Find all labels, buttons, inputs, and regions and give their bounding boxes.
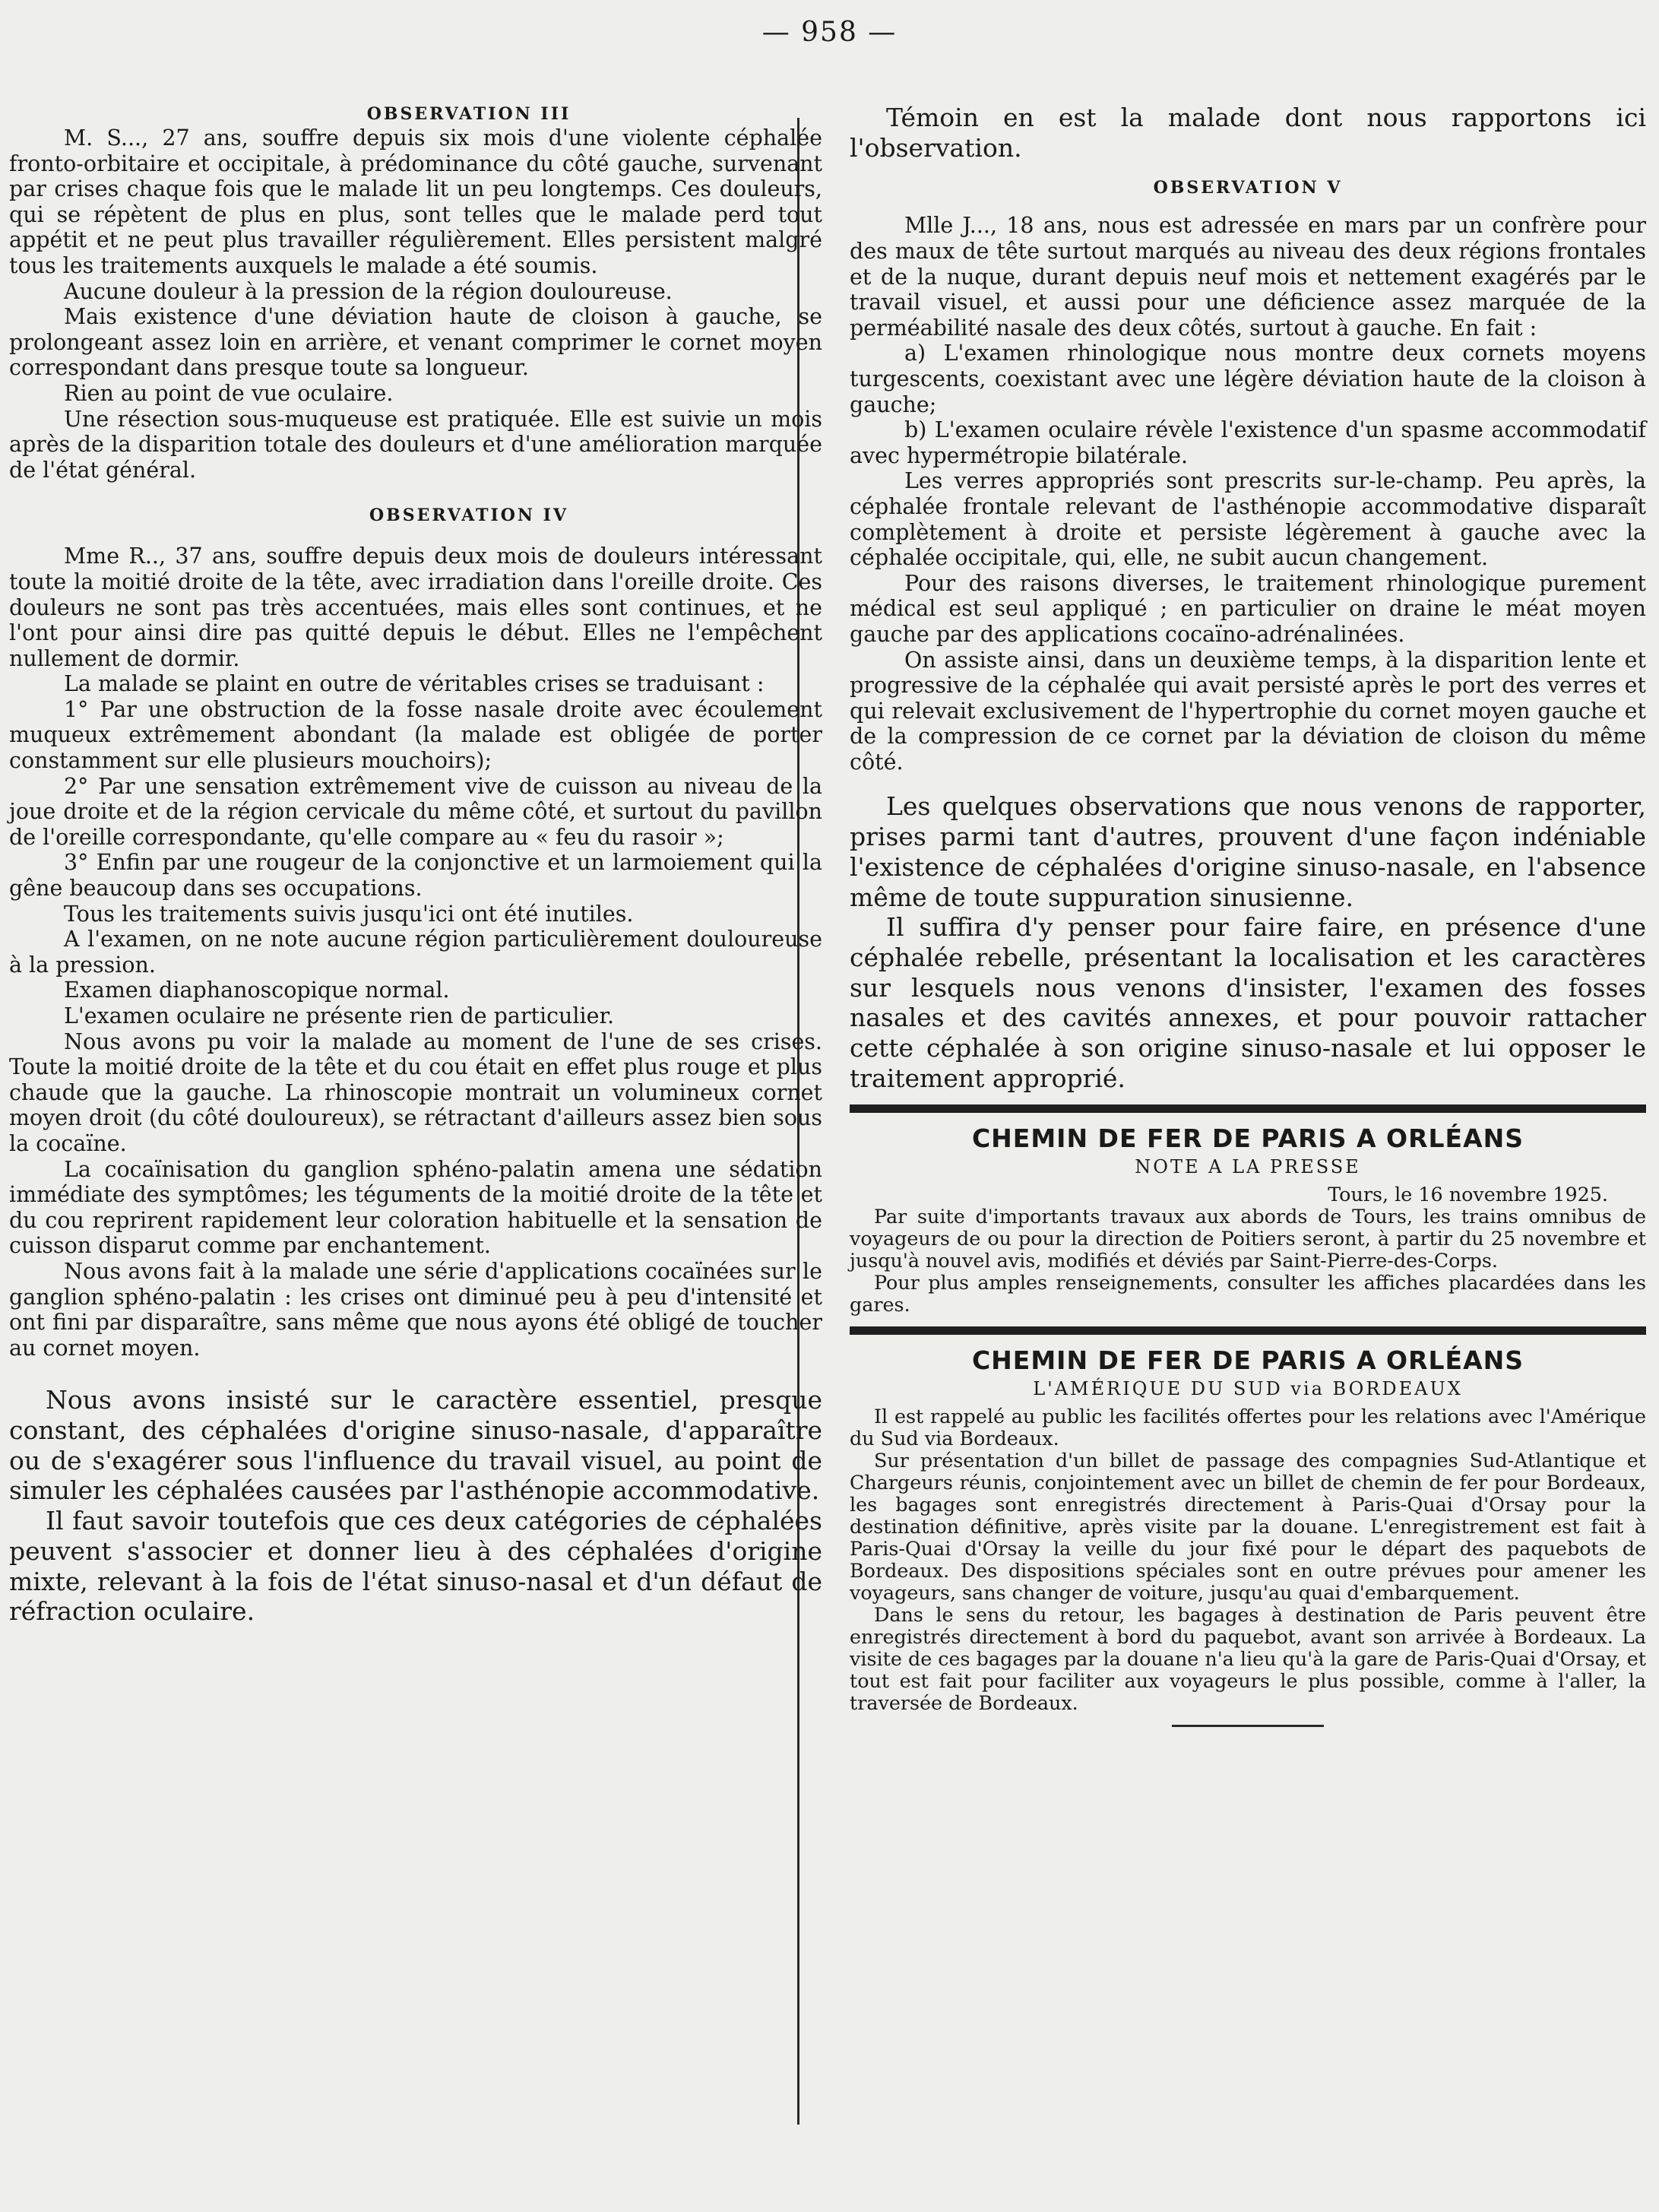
paragraph: Mme R.., 37 ans, souffre depuis deux mois de douleurs intéressant toute la moitié droite de la tête, avec irradiation dans l'oreille droite. Ces douleurs ne sont pas très accentuées, mais elles sont continues, et ne l'ont pour ainsi dire pas quitté depuis le début. Elles ne l'empêchent nullement de dormir. (9, 543, 822, 671)
paragraph: Mais existence d'une déviation haute de cloison à gauche, se prolongeant assez loin en arrière, et venant comprimer le cornet moyen correspondant dans presque toute sa longueur. (9, 304, 822, 381)
observation-heading: OBSERVATION V (1153, 178, 1343, 198)
paragraph: Sur présentation d'un billet de passage des compagnies Sud-Atlantique et Chargeurs réunis, conjointement avec un billet de chemin de fer pour Bordeaux, les bagages sont enregistrés directement à Paris-Quai d'Orsay pour la destination définitive, après visite par la douane. L'enregistrement est fait à Paris-Quai d'Orsay la veille du jour fixé pour le départ des paquebots de Bordeaux. Des dispositions spéciales sont en outre prévues pour amener les voyageurs, sans changer de voiture, jusqu'au quai d'embarquement. (850, 1448, 1646, 1604)
paragraph: Par suite d'importants travaux aux abords de Tours, les trains omnibus de voyageurs de ou pour la direction de Poitiers seront, à partir du 25 novembre et jusqu'à nouvel avis, modifiés et déviés par Saint-Pierre-des-Corps. (850, 1204, 1646, 1272)
notice-title: CHEMIN DE FER DE PARIS A ORLÉANS (971, 1345, 1524, 1375)
page-number: — 958 — (761, 17, 898, 48)
paragraph: A l'examen, on ne note aucune région particulièrement douloureuse à la pression. (9, 927, 822, 978)
paragraph: 1° Par une obstruction de la fosse nasale droite avec écoulement muqueux extrêmement abondant (la malade est obligée de porter constamment sur elle plusieurs mouchoirs); (9, 696, 822, 774)
notice-subtitle: L'AMÉRIQUE DU SUD via BORDEAUX (1033, 1377, 1463, 1399)
paragraph: Pour des raisons diverses, le traitement rhinologique purement médical est seul appliqué ; en particulier on draine le méat moyen gauche par des applications cocaïno-adrénalinées. (850, 570, 1646, 647)
right-conclusion (850, 791, 1646, 1093)
observation-4 (9, 504, 822, 1361)
paragraph: Rien au point de vue oculaire. (64, 380, 394, 406)
paragraph: Les quelques observations que nous venons de rapporter, prises parmi tant d'autres, prouvent d'une façon indéniable l'existence de céphalées d'origine sinuso-nasale, en l'absence même de toute suppuration sinusienne. (850, 791, 1646, 912)
paragraph: a) L'examen rhinologique nous montre deux cornets moyens turgescents, coexistant avec une légère déviation haute de la cloison à gauche; (850, 341, 1646, 417)
paragraph: Il est rappelé au public les facilités offertes pour les relations avec l'Amérique du Sud via Bordeaux. (850, 1404, 1646, 1450)
intro-paragraph: Témoin en est la malade dont nous rapportons ici l'observation. (850, 103, 1646, 163)
observation-5 (850, 176, 1646, 775)
paragraph: La malade se plaint en outre de véritables crises se traduisant : (64, 671, 765, 697)
paragraph: La cocaïnisation du ganglion sphéno-palatin amena une sédation immédiate des symptômes; les téguments de la moitié droite de la tête et du cou reprirent rapidement leur coloration habituelle et la sensation de cuisson disparut comme par enchantement. (9, 1156, 822, 1259)
observation-heading: OBSERVATION IV (369, 505, 569, 526)
paragraph: Dans le sens du retour, les bagages à destination de Paris peuvent être enregistrés directement à bord du paquebot, avant son arrivée à Bordeaux. La visite de ces bagages par la douane n'a lieu qu'à la gare de Paris-Quai d'Orsay, et tout est fait pour faciliter aux voyageurs le plus possible, comme à l'aller, la traversée de Bordeaux. (850, 1602, 1646, 1714)
paragraph: Nous avons fait à la malade une série d'applications cocaïnées sur le ganglion sphéno-palatin : les crises ont diminué peu à peu d'intensité et ont fini par disparaître, sans même que nous ayons été obligé de toucher au cornet moyen. (9, 1258, 822, 1361)
paragraph: 3° Enfin par une rougeur de la conjonctive et un larmoiement qui la gêne beaucoup dans ses occupations. (9, 850, 822, 902)
section-rule (850, 1104, 1646, 1113)
paragraph: Les verres appropriés sont prescrits sur-le-champ. Peu après, la céphalée frontale relevant de l'asthénopie accommodative disparaît complètement à droite et persiste légèrement à gauche avec la céphalée occipitale, qui, elle, ne subit aucun changement. (850, 468, 1646, 571)
paragraph: Examen diaphanoscopique normal. (64, 978, 450, 1003)
paragraph: Aucune douleur à la pression de la région douloureuse. (64, 278, 673, 304)
paragraph: L'examen oculaire ne présente rien de particulier. (64, 1003, 615, 1028)
paragraph: Nous avons pu voir la malade au moment de l'une de ses crises. Toute la moitié droite de la tête et du cou était en effet plus rouge et plus chaude que la gauche. La rhinoscopie montrait un volumineux cornet moyen droit (du côté douloureux), se rétractant d'ailleurs assez bien sous la cocaïne. (9, 1028, 822, 1156)
paragraph: b) L'examen oculaire révèle l'existence d'un spasme accommodatif avec hypermétropie bilatérale. (850, 417, 1646, 468)
notice-date: Tours, le 16 novembre 1925. (1328, 1182, 1608, 1206)
paragraph: Mlle J..., 18 ans, nous est adressée en mars par un confrère pour des maux de tête surtout marqués au niveau des deux régions frontales et de la nuque, durant depuis neuf mois et nettement exagérés par le travail visuel, et aussi pour une déficience assez marquée de la perméabilité nasale des deux côtés, surtout à gauche. En fait : (850, 213, 1646, 341)
paragraph: Une résection sous-muqueuse est pratiquée. Elle est suivie un mois après de la disparition totale des douleurs et d'une amélioration marquée de l'état général. (9, 406, 822, 483)
railway-notice-2 (850, 1345, 1646, 1714)
paragraph: Il faut savoir toutefois que ces deux catégories de céphalées peuvent s'associer et donner lieu à des céphalées d'origine mixte, relevant à la fois de l'état sinuso-nasal et d'un défaut de réfraction oculaire. (9, 1506, 822, 1627)
notice-title: CHEMIN DE FER DE PARIS A ORLÉANS (971, 1123, 1524, 1153)
observation-heading: OBSERVATION III (366, 104, 571, 124)
notice-subtitle: NOTE A LA PRESSE (1135, 1155, 1361, 1177)
paragraph: On assiste ainsi, dans un deuxième temps, à la disparition lente et progressive de la céphalée qui avait persisté après le port des verres et qui relevait exclusivement de l'hypertrophie du cornet moyen gauche et de la compression de ce cornet par la déviation de cloison du même côté. (850, 647, 1646, 775)
left-column (9, 103, 822, 1627)
left-conclusion (9, 1385, 822, 1627)
paragraph: Pour plus amples renseignements, consulter les affiches placardées dans les gares. (850, 1270, 1646, 1316)
paragraph: 2° Par une sensation extrêmement vive de cuisson au niveau de la joue droite et de la région cervicale du même côté, et surtout du pavillon de l'oreille correspondante, qu'elle compare au « feu du rasoir »; (9, 773, 822, 850)
observation-3 (9, 103, 822, 483)
paragraph: Tous les traitements suivis jusqu'ici ont été inutiles. (64, 901, 634, 927)
railway-notice-1 (850, 1123, 1646, 1316)
section-rule (850, 1326, 1646, 1335)
paragraph: M. S..., 27 ans, souffre depuis six mois d'une violente céphalée fronto-orbitaire et occipitale, à prédominance du côté gauche, survenant par crises chaque fois que le malade lit un peu longtemps. Ces douleurs, qui se répètent de plus en plus, sont telles que le malade perd tout appétit et ne peut plus travailler régulièrement. Elles persistent malgré tous les traitements auxquels le malade a été soumis. (9, 125, 822, 278)
paragraph: Il suffira d'y penser pour faire faire, en présence d'une céphalée rebelle, présentant la localisation et les caractères sur lesquels nous venons d'insister, l'examen des fosses nasales et des cavités annexes, et pour pouvoir rattacher cette céphalée à son origine sinuso-nasale et lui opposer le traitement approprié. (850, 912, 1646, 1093)
right-column (850, 103, 1646, 1727)
end-rule (1172, 1725, 1324, 1727)
paragraph: Nous avons insisté sur le caractère essentiel, presque constant, des céphalées d'origine sinuso-nasale, d'apparaître ou de s'exagérer sous l'influence du travail visuel, au point de simuler les céphalées causées par l'asthénopie accommodative. (9, 1385, 822, 1506)
